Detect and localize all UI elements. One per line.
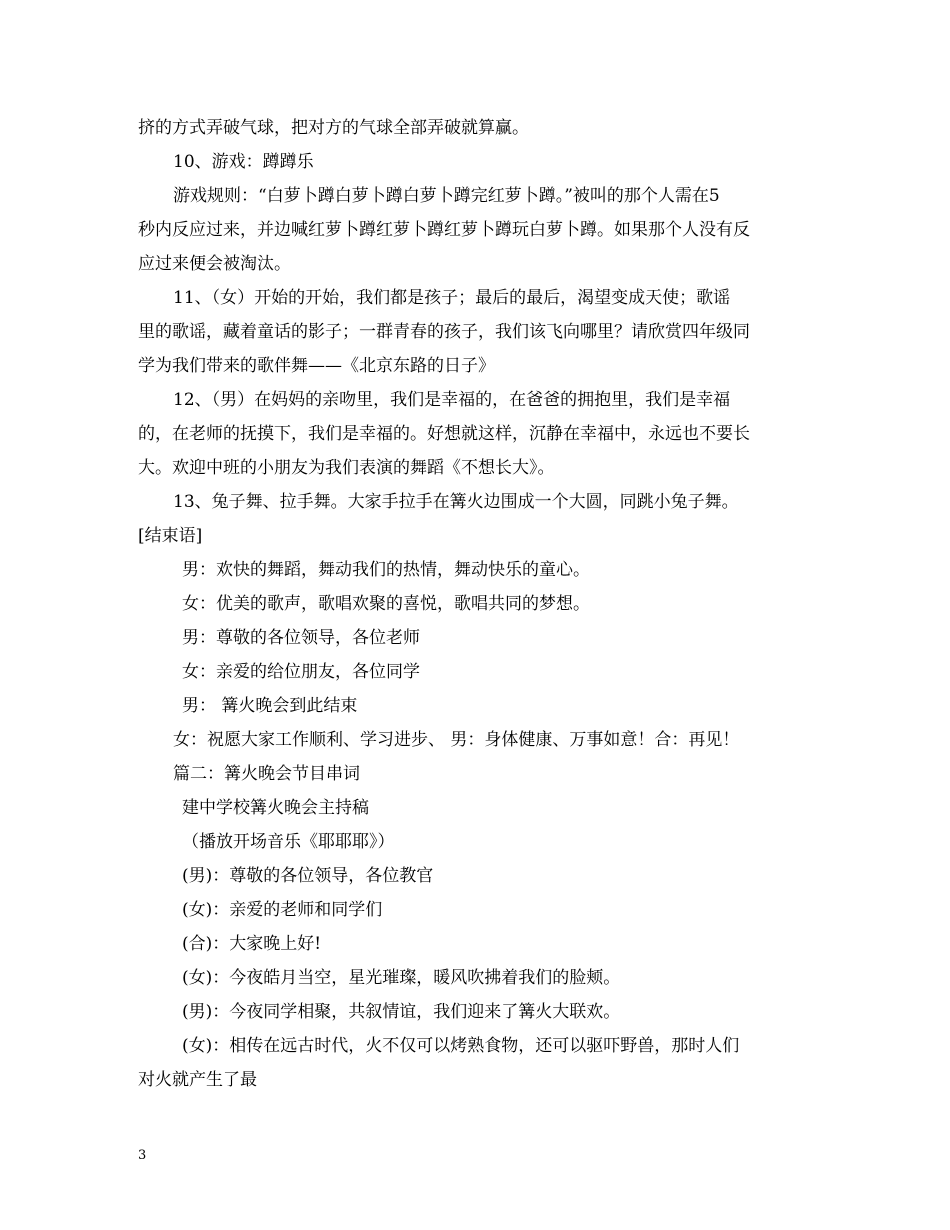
text-line: 男： 篝火晚会到此结束: [182, 696, 358, 716]
text-line: (女)：亲爱的老师和同学们: [182, 900, 383, 920]
text-line: (女)：相传在远古时代，火不仅可以烤熟食物，还可以驱吓野兽，那时人们: [182, 1036, 740, 1056]
text-line: 挤的方式弄破气球，把对方的气球全部弄破就算赢。: [138, 118, 529, 138]
text-line: (男)：尊敬的各位领导，各位教官: [182, 866, 434, 886]
text-line: 女：优美的歌声，歌唱欢聚的喜悦，歌唱共同的梦想。: [182, 594, 590, 614]
text-line: 12、（男）在妈妈的亲吻里，我们是幸福的，在爸爸的拥抱里，我们是幸福: [173, 390, 731, 410]
text-line: （播放开场音乐《耶耶耶》）: [182, 832, 395, 852]
text-line: 应过来便会被淘汰。: [138, 254, 291, 274]
section-heading: 篇二：篝火晚会节目串词: [173, 764, 360, 784]
text-line: (女)：今夜皓月当空，星光璀璨，暖风吹拂着我们的脸颊。: [182, 968, 621, 988]
section-heading: [结束语]: [138, 526, 203, 546]
text-line: 秒内反应过来，并边喊红萝卜蹲红萝卜蹲红萝卜蹲玩白萝卜蹲。如果那个人没有反: [138, 220, 750, 240]
text-line: 里的歌谣，藏着童话的影子；一群青春的孩子，我们该飞向哪里？请欣赏四年级同: [138, 322, 750, 342]
text-line: 13、兔子舞、拉手舞。大家手拉手在篝火边围成一个大圆，同跳小兔子舞。: [173, 492, 739, 512]
text-line: 女：亲爱的给位朋友，各位同学: [182, 662, 420, 682]
text-line: 的，在老师的抚摸下，我们是幸福的。好想就这样，沉静在幸福中，永远也不要长: [138, 424, 750, 444]
text-line: 女：祝愿大家工作顺利、学习进步、 男：身体健康、万事如意！合：再见！: [173, 730, 740, 750]
text-line: 大。欢迎中班的小朋友为我们表演的舞蹈《不想长大》。: [138, 458, 555, 478]
text-line: 男：欢快的舞蹈，舞动我们的热情，舞动快乐的童心。: [182, 560, 590, 580]
text-line: (合)：大家晚上好!: [182, 934, 322, 954]
text-line: 对火就产生了最: [138, 1070, 257, 1090]
page-number: 3: [138, 1148, 147, 1163]
text-line: 10、游戏：蹲蹲乐: [173, 152, 314, 172]
text-line: 男：尊敬的各位领导，各位老师: [182, 628, 420, 648]
text-line: 游戏规则：“白萝卜蹲白萝卜蹲白萝卜蹲完红萝卜蹲。”被叫的那个人需在5: [173, 186, 720, 206]
text-line: 学为我们带来的歌伴舞——《北京东路的日子》: [138, 356, 495, 376]
text-line: (男)：今夜同学相聚，共叙情谊，我们迎来了篝火大联欢。: [182, 1002, 621, 1022]
text-line: 11、（女）开始的开始，我们都是孩子；最后的最后，渴望变成天使；歌谣: [173, 288, 731, 308]
text-line: 建中学校篝火晚会主持稿: [182, 798, 369, 818]
